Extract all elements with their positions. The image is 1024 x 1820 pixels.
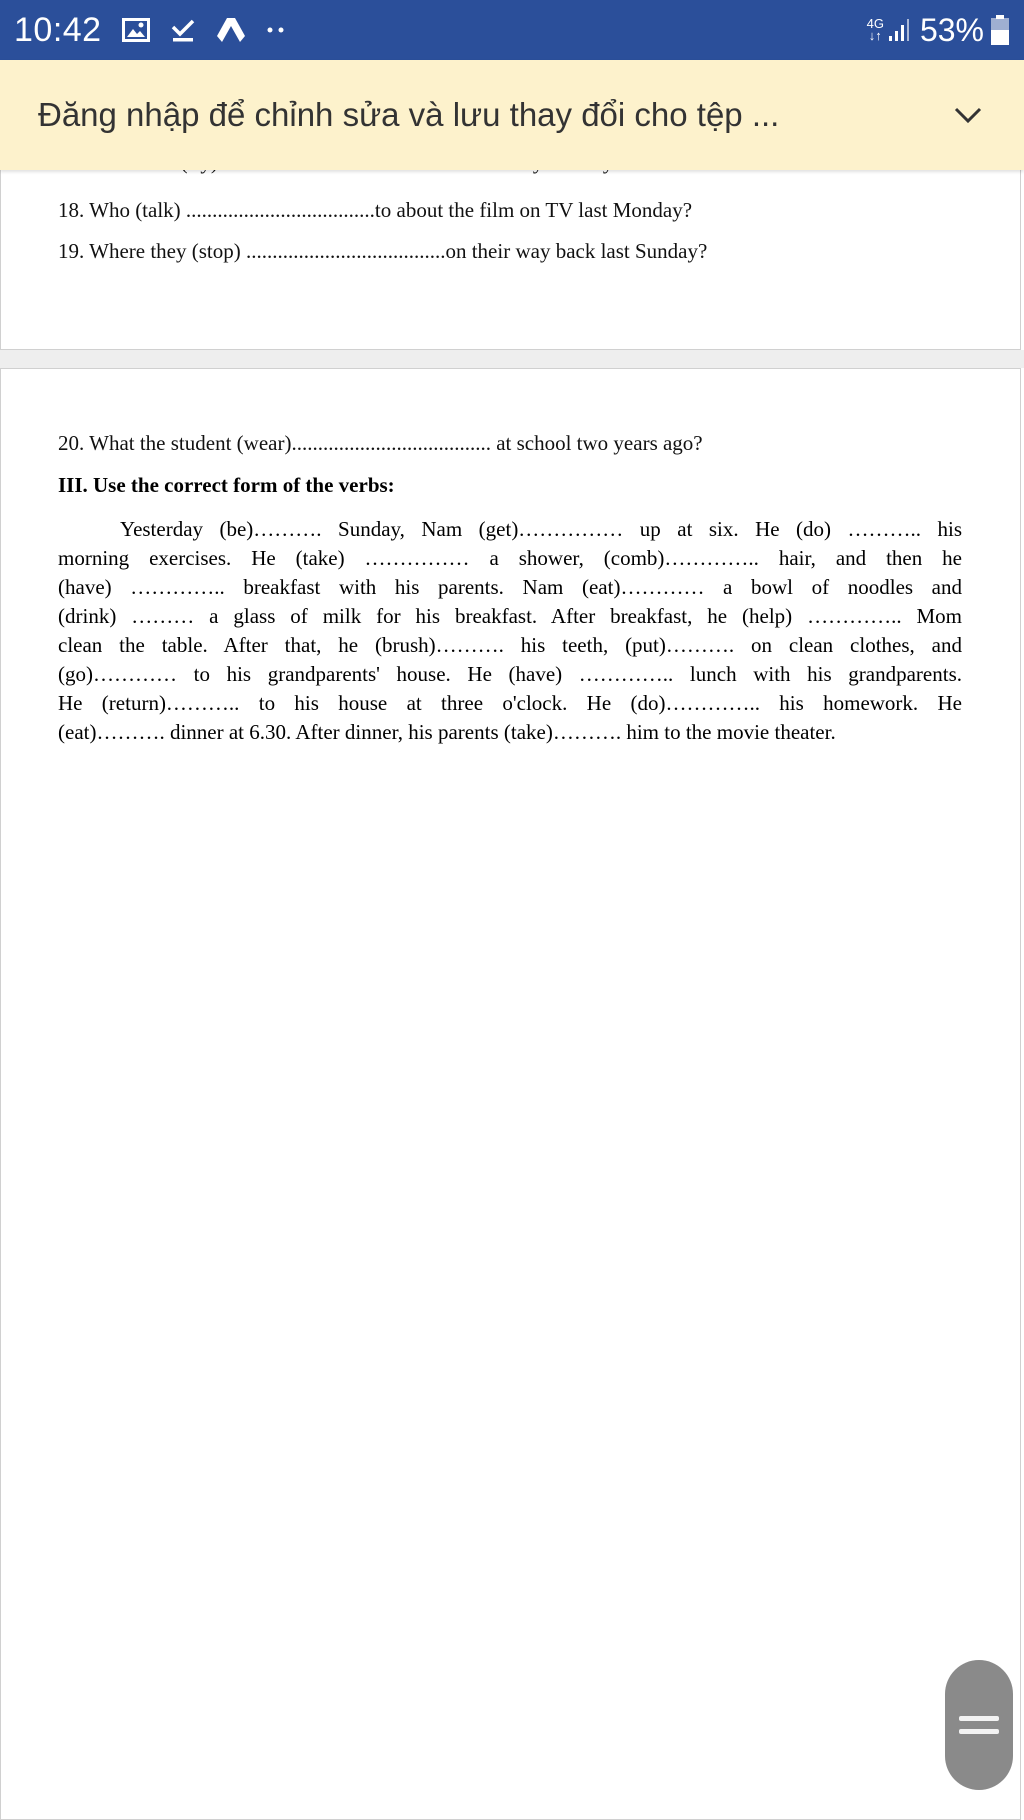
chevron-down-icon[interactable] <box>948 95 988 135</box>
scroll-grip-icon <box>959 1716 999 1721</box>
paragraph-line: morning exercises. He (take) …………… a shower, (comb)………….. hair, and then he <box>58 546 962 570</box>
document-page-1 <box>0 160 1021 350</box>
sign-in-banner[interactable] <box>0 60 1024 170</box>
paragraph-line: Yesterday (be)………. Sunday, Nam (get)…………… up at six. He (do) ……….. his <box>120 517 962 541</box>
sign-in-banner-text[interactable]: Đăng nhập để chỉnh sửa và lưu thay đổi cho tệp ... <box>38 96 780 133</box>
status-time: 10:42 <box>14 10 102 49</box>
more-dots-icon <box>266 26 286 34</box>
paragraph-line: (go)………… to his grandparents' house. He (have) ………….. lunch with his grandparents. <box>58 662 962 686</box>
paragraph-line: (eat)………. dinner at 6.30. After dinner, his parents (take)………. him to the movie theater. <box>58 720 836 744</box>
paragraph-line: He (return)……….. to his house at three o'clock. He (do)………….. his homework. He <box>58 691 962 715</box>
question-19: 19. Where they (stop) ......................................on their way back last Sunday? <box>58 239 708 263</box>
section-heading: III. Use the correct form of the verbs: <box>58 473 395 497</box>
battery-icon <box>990 14 1010 46</box>
signal-icon <box>888 18 910 42</box>
network-type-label: 4G <box>866 16 884 31</box>
paragraph-line: (drink) ……… a glass of milk for his breakfast. After breakfast, he (help) ………….. Mom <box>58 604 962 628</box>
question-20: 20. What the student (wear)...................................... at school two years ago? <box>58 431 703 455</box>
status-right-group <box>867 12 1010 49</box>
paragraph-line: clean the table. After that, he (brush)………. his teeth, (put)………. on clean clothes, and <box>58 633 962 657</box>
battery-percent: 53% <box>919 11 984 48</box>
exercise-paragraph <box>58 515 962 747</box>
page-gap <box>0 350 1024 368</box>
drive-icon <box>216 17 246 43</box>
gallery-icon <box>122 18 150 42</box>
paragraph-line: (have) ………….. breakfast with his parents. Nam (eat)………… a bowl of noodles and <box>58 575 962 599</box>
document-page-2 <box>0 368 1021 1820</box>
download-done-icon <box>170 17 196 43</box>
question-18: 18. Who (talk) ....................................to about the film on TV last Monday? <box>58 198 693 222</box>
status-bar <box>0 0 1024 60</box>
scroll-handle[interactable] <box>945 1660 1013 1790</box>
scroll-grip-icon <box>959 1729 999 1734</box>
network-type <box>867 18 884 42</box>
network-activity-label: ↓↑ <box>868 28 882 43</box>
